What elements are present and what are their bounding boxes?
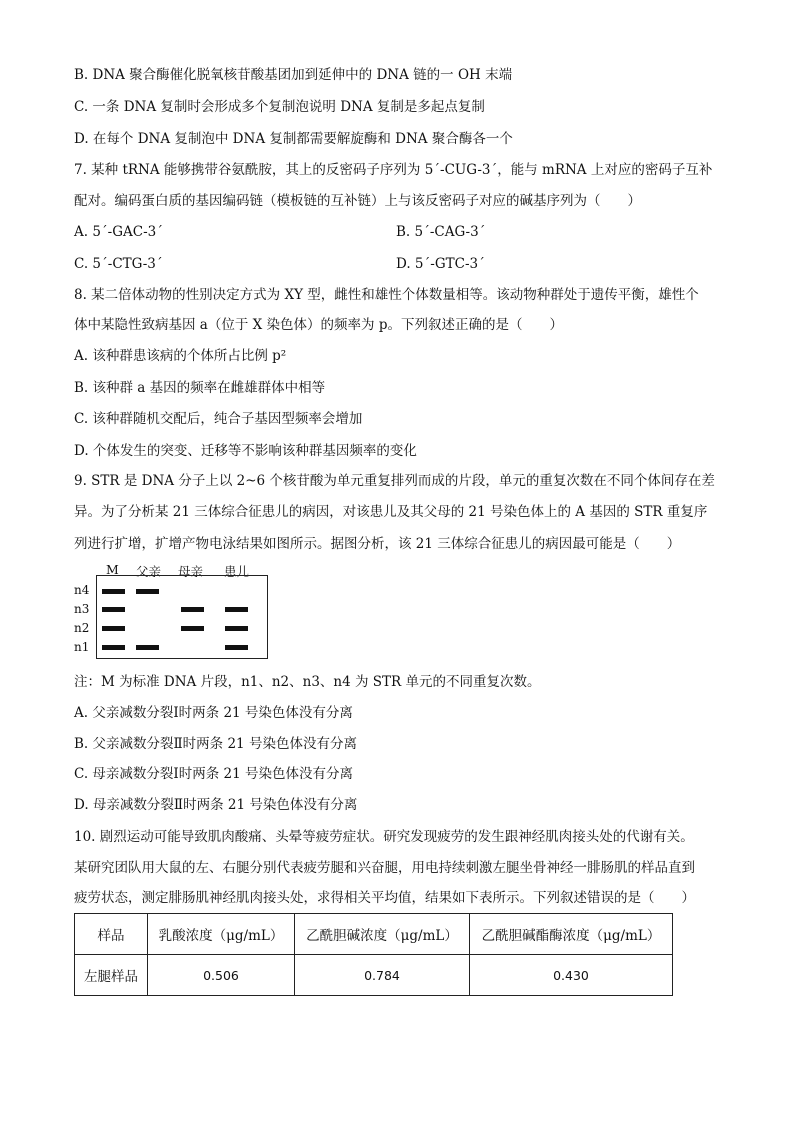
band-child-n1 bbox=[225, 645, 248, 650]
q8-option-a: A. 该种群患该病的个体所占比例 p² bbox=[74, 348, 287, 364]
row-label-n1: n1 bbox=[74, 640, 90, 654]
q10-data-table bbox=[74, 913, 673, 996]
q9-option-a: A. 父亲减数分裂Ⅰ时两条 21 号染色体没有分离 bbox=[74, 705, 353, 721]
q8-option-d: D. 个体发生的突变、迁移等不影响该种群基因频率的变化 bbox=[74, 443, 417, 459]
table-header-row bbox=[75, 914, 673, 955]
q9-option-d: D. 母亲减数分裂Ⅱ时两条 21 号染色体没有分离 bbox=[74, 797, 358, 813]
table-cell: 0.784 bbox=[295, 955, 470, 996]
band-m-n2 bbox=[102, 626, 125, 631]
table-cell: 左腿样品 bbox=[75, 955, 148, 996]
band-father-n4 bbox=[136, 589, 159, 594]
q7-option-d: D. 5´-GTC-3´ bbox=[396, 256, 485, 272]
band-mother-n3 bbox=[181, 607, 204, 612]
lane-label-m: M bbox=[106, 562, 119, 577]
table-header-cell: 乳酸浓度（μg/mL） bbox=[148, 914, 295, 955]
q7-option-c: C. 5´-CTG-3´ bbox=[74, 256, 163, 272]
table-row bbox=[75, 955, 673, 996]
q9-option-c: C. 母亲减数分裂Ⅰ时两条 21 号染色体没有分离 bbox=[74, 766, 354, 782]
q9-figure-note: 注：M 为标准 DNA 片段，n1、n2、n3、n4 为 STR 单元的不同重复次数。 bbox=[74, 674, 541, 690]
band-child-n2 bbox=[225, 626, 248, 631]
q8-stem-line-1: 8. 某二倍体动物的性别决定方式为 XY 型，雌性和雄性个体数量相等。该动物种群处于遗传平衡，雄性个 bbox=[74, 287, 699, 303]
q6-option-b: B. DNA 聚合酶催化脱氧核苷酸基团加到延伸中的 DNA 链的一 OH 末端 bbox=[74, 67, 513, 83]
band-mother-n2 bbox=[181, 626, 204, 631]
q7-stem-line-1: 7. 某种 tRNA 能够携带谷氨酰胺，其上的反密码子序列为 5´-CUG-3´，能与 mRNA 上对应的密码子互补 bbox=[74, 162, 713, 178]
row-label-n2: n2 bbox=[74, 621, 90, 635]
q10-stem-line-2: 某研究团队用大鼠的左、右腿分别代表疲劳腿和兴奋腿，用电持续刺激左腿坐骨神经一腓肠肌的样品直到 bbox=[74, 860, 695, 876]
q9-option-b: B. 父亲减数分裂Ⅱ时两条 21 号染色体没有分离 bbox=[74, 736, 357, 752]
q7-stem-line-2: 配对。编码蛋白质的基因编码链（模板链的互补链）上与该反密码子对应的碱基序列为（ ） bbox=[74, 193, 641, 209]
band-child-n3 bbox=[225, 607, 248, 612]
table-cell: 0.430 bbox=[470, 955, 673, 996]
q7-option-a: A. 5´-GAC-3´ bbox=[74, 224, 163, 240]
lane-label-mother: 母亲 bbox=[178, 564, 204, 579]
q9-stem-line-2: 异。为了分析某 21 三体综合征患儿的病因，对该患儿及其父母的 21 号染色体上的 A 基因的 STR 重复序 bbox=[74, 504, 708, 520]
electrophoresis-figure bbox=[74, 562, 274, 662]
q10-stem-line-3: 疲劳状态，测定腓肠肌神经肌肉接头处，求得相关平均值，结果如下表所示。下列叙述错误的是（ ） bbox=[74, 890, 695, 906]
band-father-n1 bbox=[136, 645, 159, 650]
table-header-cell: 乙酰胆碱浓度（μg/mL） bbox=[295, 914, 470, 955]
lane-label-child: 患儿 bbox=[224, 564, 250, 579]
q8-option-b: B. 该种群 a 基因的频率在雌雄群体中相等 bbox=[74, 380, 326, 396]
q8-option-c: C. 该种群随机交配后，纯合子基因型频率会增加 bbox=[74, 411, 363, 427]
q9-stem-line-3: 列进行扩增，扩增产物电泳结果如图所示。据图分析，该 21 三体综合征患儿的病因最可能是（ ） bbox=[74, 536, 681, 552]
lane-label-father: 父亲 bbox=[136, 564, 162, 579]
band-m-n4 bbox=[102, 589, 125, 594]
table-header-cell: 乙酰胆碱酯酶浓度（μg/mL） bbox=[470, 914, 673, 955]
band-m-n1 bbox=[102, 645, 125, 650]
table-header-cell: 样品 bbox=[75, 914, 148, 955]
q8-stem-line-2: 体中某隐性致病基因 a（位于 X 染色体）的频率为 p。下列叙述正确的是（ ） bbox=[74, 317, 563, 333]
q6-option-d: D. 在每个 DNA 复制泡中 DNA 复制都需要解旋酶和 DNA 聚合酶各一个 bbox=[74, 131, 513, 147]
q7-option-b: B. 5´-CAG-3´ bbox=[396, 224, 486, 240]
q6-option-c: C. 一条 DNA 复制时会形成多个复制泡说明 DNA 复制是多起点复制 bbox=[74, 99, 485, 115]
row-label-n3: n3 bbox=[74, 602, 90, 616]
q10-stem-line-1: 10. 剧烈运动可能导致肌肉酸痛、头晕等疲劳症状。研究发现疲劳的发生跟神经肌肉接头处的代谢有关。 bbox=[74, 829, 694, 845]
row-label-n4: n4 bbox=[74, 583, 90, 597]
band-m-n3 bbox=[102, 607, 125, 612]
q9-stem-line-1: 9. STR 是 DNA 分子上以 2~6 个核苷酸为单元重复排列而成的片段，单元的重复次数在不同个体间存在差 bbox=[74, 473, 715, 489]
table-cell: 0.506 bbox=[148, 955, 295, 996]
